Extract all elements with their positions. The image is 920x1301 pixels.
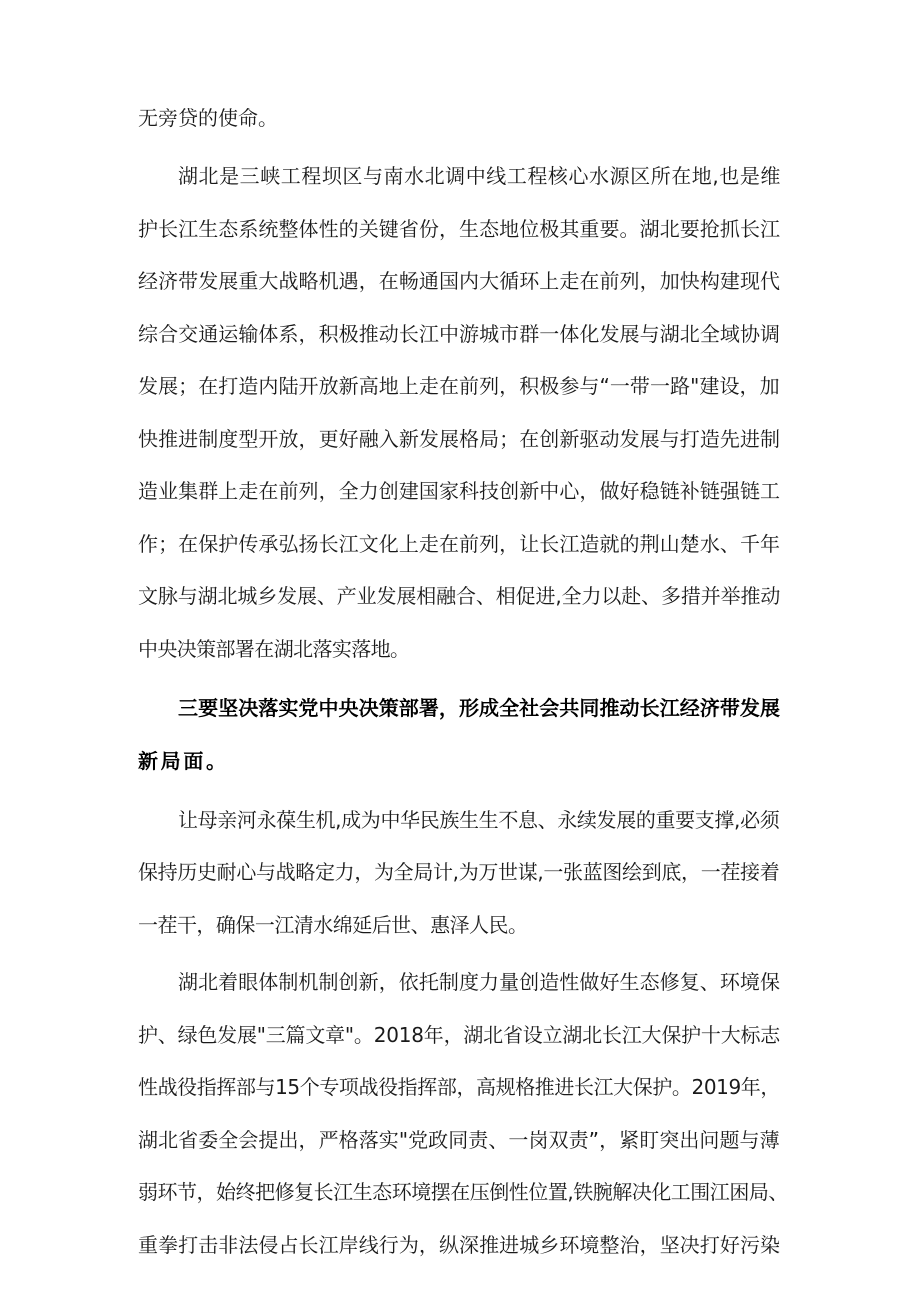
text-line: 重拳打击非法侵占长江岸线行为，纵深推进城乡环境整治，坚决打好污染 [138, 1233, 781, 1257]
text-line: 让母亲河永葆生机,成为中华民族生生不息、永续发展的重要支撑,必须 [178, 808, 780, 832]
text-line: 保持历史耐心与战略定力，为全局计,为万世谋,一张蓝图绘到底，一茬接着 [138, 860, 780, 884]
text-line: 综合交通运输体系，积极推动长江中游城市群一体化发展与湖北全域协调 [138, 322, 781, 346]
text-line: 性战役指挥部与15个专项战役指挥部，高规格推进长江大保护。2019年， [138, 1075, 780, 1099]
text-line: 快推进制度型开放，更好融入新发展格局；在创新驱动发展与打造先进制 [138, 427, 781, 451]
text-line: 中央决策部署在湖北落实落地。 [138, 637, 410, 661]
text-line: 发展；在打造内陆开放新高地上走在前列，积极参与“一带一路"建设，加 [138, 374, 780, 398]
heading-line: 新局面。 [138, 749, 229, 773]
text-line: 湖北着眼体制机制创新，依托制度力量创造性做好生态修复、环境保 [178, 970, 781, 994]
text-line: 护长江生态系统整体性的关键省份，生态地位极其重要。湖北要抢抓长江 [138, 217, 781, 241]
text-line: 一茬干，确保一江清水绵延后世、惠泽人民。 [138, 913, 528, 937]
text-line: 无旁贷的使命。 [138, 106, 278, 130]
text-line: 湖北省委全会提出，严格落实"党政同责、一岗双责”，紧盯突出问题与薄 [138, 1128, 780, 1152]
text-line: 护、绿色发展"三篇文章"。2018年，湖北省设立湖北长江大保护十大标志 [138, 1023, 781, 1047]
text-line: 文脉与湖北城乡发展、产业发展相融合、相促进,全力以赴、多措并举推动 [138, 584, 781, 608]
heading-line: 三要坚决落实党中央决策部署，形成全社会共同推动长江经济带发展 [178, 696, 781, 720]
text-line: 作；在保护传承弘扬长江文化上走在前列，让长江造就的荆山楚水、千年 [138, 532, 781, 556]
text-line: 湖北是三峡工程坝区与南水北调中线工程核心水源区所在地,也是维 [178, 164, 781, 188]
text-line: 经济带发展重大战略机遇，在畅通国内大循环上走在前列，加快构建现代 [138, 269, 781, 293]
text-line: 弱环节，始终把修复长江生态环境摆在压倒性位置,铁腕解决化工围江困局、 [138, 1180, 788, 1204]
text-line: 造业集群上走在前列，全力创建国家科技创新中心，做好稳链补链强链工 [138, 479, 781, 503]
